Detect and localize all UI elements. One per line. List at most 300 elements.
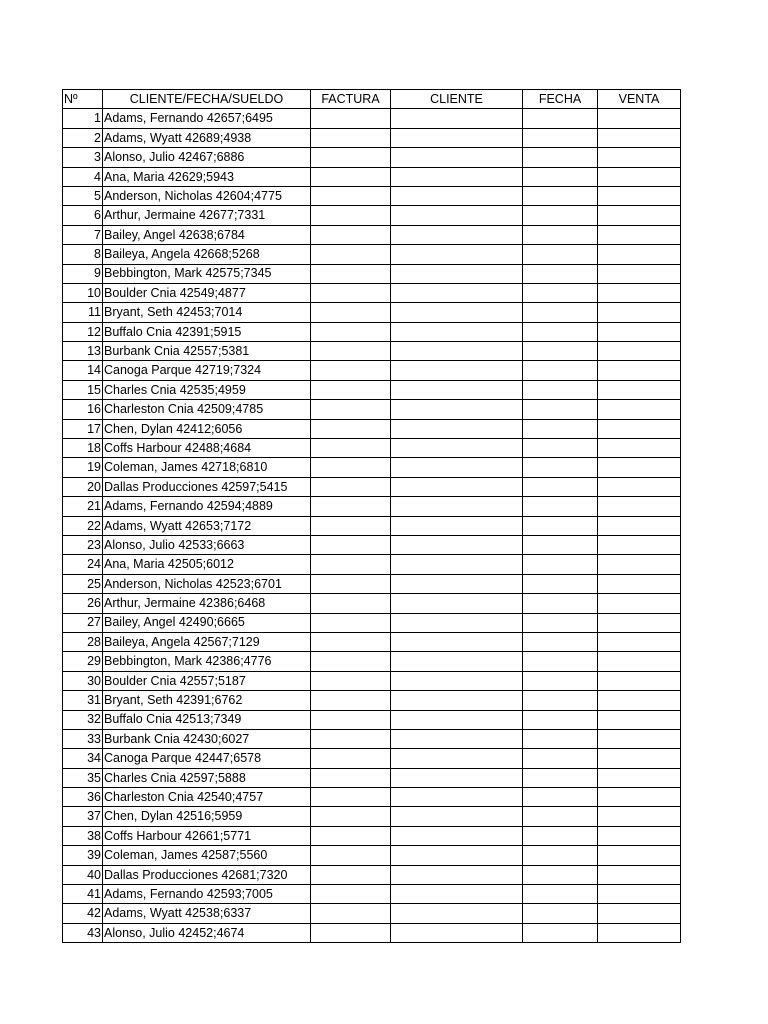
- cliente-fecha-sueldo-cell[interactable]: Buffalo Cnia 42391;5915: [103, 322, 311, 341]
- cliente-fecha-sueldo-cell[interactable]: Adams, Fernando 42657;6495: [103, 109, 311, 128]
- venta-cell[interactable]: [598, 283, 681, 302]
- cliente-cell[interactable]: [391, 109, 523, 128]
- row-number-cell[interactable]: 1: [63, 109, 103, 128]
- venta-cell[interactable]: [598, 729, 681, 748]
- cliente-cell[interactable]: [391, 128, 523, 147]
- factura-cell[interactable]: [311, 380, 391, 399]
- factura-cell[interactable]: [311, 807, 391, 826]
- venta-cell[interactable]: [598, 458, 681, 477]
- venta-cell[interactable]: [598, 128, 681, 147]
- fecha-cell[interactable]: [523, 206, 598, 225]
- cliente-fecha-sueldo-cell[interactable]: Arthur, Jermaine 42386;6468: [103, 594, 311, 613]
- fecha-cell[interactable]: [523, 516, 598, 535]
- row-number-cell[interactable]: 30: [63, 671, 103, 690]
- venta-cell[interactable]: [598, 186, 681, 205]
- venta-cell[interactable]: [598, 807, 681, 826]
- row-number-cell[interactable]: 42: [63, 904, 103, 923]
- cliente-cell[interactable]: [391, 749, 523, 768]
- fecha-cell[interactable]: [523, 865, 598, 884]
- fecha-cell[interactable]: [523, 439, 598, 458]
- venta-cell[interactable]: [598, 923, 681, 942]
- cliente-cell[interactable]: [391, 826, 523, 845]
- venta-cell[interactable]: [598, 865, 681, 884]
- row-number-cell[interactable]: 22: [63, 516, 103, 535]
- cliente-cell[interactable]: [391, 710, 523, 729]
- venta-cell[interactable]: [598, 904, 681, 923]
- venta-cell[interactable]: [598, 594, 681, 613]
- fecha-cell[interactable]: [523, 419, 598, 438]
- cliente-cell[interactable]: [391, 283, 523, 302]
- factura-cell[interactable]: [311, 322, 391, 341]
- header-fecha: FECHA: [523, 90, 598, 109]
- venta-cell[interactable]: [598, 225, 681, 244]
- cliente-fecha-sueldo-cell[interactable]: Baileya, Angela 42668;5268: [103, 245, 311, 264]
- table-row: [63, 865, 681, 884]
- factura-cell[interactable]: [311, 574, 391, 593]
- cliente-cell[interactable]: [391, 148, 523, 167]
- table-row: [63, 749, 681, 768]
- factura-cell[interactable]: [311, 400, 391, 419]
- fecha-cell[interactable]: [523, 826, 598, 845]
- row-number-cell[interactable]: 17: [63, 419, 103, 438]
- cliente-fecha-sueldo-cell[interactable]: Bailey, Angel 42638;6784: [103, 225, 311, 244]
- fecha-cell[interactable]: [523, 788, 598, 807]
- row-number-cell[interactable]: 3: [63, 148, 103, 167]
- row-number-cell[interactable]: 9: [63, 264, 103, 283]
- fecha-cell[interactable]: [523, 322, 598, 341]
- cliente-fecha-sueldo-cell[interactable]: Boulder Cnia 42549;4877: [103, 283, 311, 302]
- venta-cell[interactable]: [598, 245, 681, 264]
- cliente-cell[interactable]: [391, 555, 523, 574]
- cliente-cell[interactable]: [391, 167, 523, 186]
- cliente-fecha-sueldo-cell[interactable]: Charles Cnia 42597;5888: [103, 768, 311, 787]
- factura-cell[interactable]: [311, 788, 391, 807]
- fecha-cell[interactable]: [523, 807, 598, 826]
- fecha-cell[interactable]: [523, 768, 598, 787]
- factura-cell[interactable]: [311, 535, 391, 554]
- fecha-cell[interactable]: [523, 652, 598, 671]
- cliente-fecha-sueldo-cell[interactable]: Alonso, Julio 42467;6886: [103, 148, 311, 167]
- fecha-cell[interactable]: [523, 594, 598, 613]
- fecha-cell[interactable]: [523, 497, 598, 516]
- fecha-cell[interactable]: [523, 671, 598, 690]
- cliente-cell[interactable]: [391, 400, 523, 419]
- cliente-cell[interactable]: [391, 477, 523, 496]
- row-number-cell[interactable]: 13: [63, 342, 103, 361]
- venta-cell[interactable]: [598, 264, 681, 283]
- venta-cell[interactable]: [598, 574, 681, 593]
- venta-cell[interactable]: [598, 826, 681, 845]
- venta-cell[interactable]: [598, 342, 681, 361]
- table-row: [63, 400, 681, 419]
- venta-cell[interactable]: [598, 749, 681, 768]
- cliente-fecha-sueldo-cell[interactable]: Burbank Cnia 42430;6027: [103, 729, 311, 748]
- factura-cell[interactable]: [311, 768, 391, 787]
- table-row: [63, 283, 681, 302]
- factura-cell[interactable]: [311, 729, 391, 748]
- row-number-cell[interactable]: 38: [63, 826, 103, 845]
- table-row: [63, 245, 681, 264]
- venta-cell[interactable]: [598, 788, 681, 807]
- cliente-cell[interactable]: [391, 225, 523, 244]
- cliente-cell[interactable]: [391, 846, 523, 865]
- fecha-cell[interactable]: [523, 245, 598, 264]
- row-number-cell[interactable]: 43: [63, 923, 103, 942]
- table-row: [63, 807, 681, 826]
- factura-cell[interactable]: [311, 245, 391, 264]
- row-number-cell[interactable]: 2: [63, 128, 103, 147]
- cliente-fecha-sueldo-cell[interactable]: Bebbington, Mark 42575;7345: [103, 264, 311, 283]
- venta-cell[interactable]: [598, 439, 681, 458]
- cliente-fecha-sueldo-cell[interactable]: Coleman, James 42718;6810: [103, 458, 311, 477]
- cliente-fecha-sueldo-cell[interactable]: Adams, Fernando 42593;7005: [103, 885, 311, 904]
- cliente-cell[interactable]: [391, 865, 523, 884]
- cliente-cell[interactable]: [391, 419, 523, 438]
- cliente-cell[interactable]: [391, 768, 523, 787]
- table-row: [63, 826, 681, 845]
- row-number-cell[interactable]: 31: [63, 691, 103, 710]
- factura-cell[interactable]: [311, 419, 391, 438]
- factura-cell[interactable]: [311, 710, 391, 729]
- factura-cell[interactable]: [311, 826, 391, 845]
- factura-cell[interactable]: [311, 264, 391, 283]
- cliente-cell[interactable]: [391, 342, 523, 361]
- cliente-fecha-sueldo-cell[interactable]: Anderson, Nicholas 42604;4775: [103, 186, 311, 205]
- factura-cell[interactable]: [311, 671, 391, 690]
- cliente-cell[interactable]: [391, 652, 523, 671]
- cliente-fecha-sueldo-cell[interactable]: Bryant, Seth 42391;6762: [103, 691, 311, 710]
- factura-cell[interactable]: [311, 148, 391, 167]
- factura-cell[interactable]: [311, 477, 391, 496]
- fecha-cell[interactable]: [523, 632, 598, 651]
- venta-cell[interactable]: [598, 691, 681, 710]
- factura-cell[interactable]: [311, 885, 391, 904]
- factura-cell[interactable]: [311, 206, 391, 225]
- cliente-cell[interactable]: [391, 322, 523, 341]
- row-number-cell[interactable]: 36: [63, 788, 103, 807]
- cliente-cell[interactable]: [391, 807, 523, 826]
- venta-cell[interactable]: [598, 671, 681, 690]
- fecha-cell[interactable]: [523, 846, 598, 865]
- fecha-cell[interactable]: [523, 729, 598, 748]
- cliente-cell[interactable]: [391, 361, 523, 380]
- venta-cell[interactable]: [598, 613, 681, 632]
- table-row: [63, 632, 681, 651]
- table-row: [63, 923, 681, 942]
- fecha-cell[interactable]: [523, 749, 598, 768]
- cliente-fecha-sueldo-cell[interactable]: Adams, Fernando 42594;4889: [103, 497, 311, 516]
- factura-cell[interactable]: [311, 283, 391, 302]
- row-number-cell[interactable]: 5: [63, 186, 103, 205]
- cliente-cell[interactable]: [391, 245, 523, 264]
- table-row: [63, 264, 681, 283]
- row-number-cell[interactable]: 32: [63, 710, 103, 729]
- factura-cell[interactable]: [311, 555, 391, 574]
- row-number-cell[interactable]: 25: [63, 574, 103, 593]
- row-number-cell[interactable]: 39: [63, 846, 103, 865]
- cliente-fecha-sueldo-cell[interactable]: Chen, Dylan 42516;5959: [103, 807, 311, 826]
- cliente-fecha-sueldo-cell[interactable]: Alonso, Julio 42452;4674: [103, 923, 311, 942]
- table-row: [63, 516, 681, 535]
- fecha-cell[interactable]: [523, 380, 598, 399]
- cliente-cell[interactable]: [391, 594, 523, 613]
- cliente-fecha-sueldo-cell[interactable]: Ana, Maria 42629;5943: [103, 167, 311, 186]
- row-number-cell[interactable]: 8: [63, 245, 103, 264]
- factura-cell[interactable]: [311, 691, 391, 710]
- table-row: [63, 788, 681, 807]
- fecha-cell[interactable]: [523, 885, 598, 904]
- row-number-cell[interactable]: 27: [63, 613, 103, 632]
- venta-cell[interactable]: [598, 109, 681, 128]
- fecha-cell[interactable]: [523, 109, 598, 128]
- fecha-cell[interactable]: [523, 186, 598, 205]
- row-number-cell[interactable]: 14: [63, 361, 103, 380]
- venta-cell[interactable]: [598, 380, 681, 399]
- factura-cell[interactable]: [311, 846, 391, 865]
- venta-cell[interactable]: [598, 400, 681, 419]
- venta-cell[interactable]: [598, 497, 681, 516]
- factura-cell[interactable]: [311, 186, 391, 205]
- venta-cell[interactable]: [598, 322, 681, 341]
- header-cliente: CLIENTE: [391, 90, 523, 109]
- table-row: [63, 458, 681, 477]
- row-number-cell[interactable]: 24: [63, 555, 103, 574]
- fecha-cell[interactable]: [523, 555, 598, 574]
- table-row: [63, 109, 681, 128]
- row-number-cell[interactable]: 33: [63, 729, 103, 748]
- header-venta: VENTA: [598, 90, 681, 109]
- table-row: [63, 148, 681, 167]
- table-row: [63, 574, 681, 593]
- fecha-cell[interactable]: [523, 303, 598, 322]
- table-row: [63, 419, 681, 438]
- row-number-cell[interactable]: 41: [63, 885, 103, 904]
- cliente-cell[interactable]: [391, 923, 523, 942]
- table-row: [63, 729, 681, 748]
- factura-cell[interactable]: [311, 225, 391, 244]
- fecha-cell[interactable]: [523, 535, 598, 554]
- fecha-cell[interactable]: [523, 923, 598, 942]
- fecha-cell[interactable]: [523, 710, 598, 729]
- venta-cell[interactable]: [598, 419, 681, 438]
- cliente-cell[interactable]: [391, 206, 523, 225]
- row-number-cell[interactable]: 28: [63, 632, 103, 651]
- table-row: [63, 477, 681, 496]
- row-number-cell[interactable]: 4: [63, 167, 103, 186]
- cliente-fecha-sueldo-cell[interactable]: Charleston Cnia 42509;4785: [103, 400, 311, 419]
- fecha-cell[interactable]: [523, 574, 598, 593]
- cliente-cell[interactable]: [391, 186, 523, 205]
- cliente-cell[interactable]: [391, 691, 523, 710]
- factura-cell[interactable]: [311, 923, 391, 942]
- cliente-fecha-sueldo-cell[interactable]: Charles Cnia 42535;4959: [103, 380, 311, 399]
- row-number-cell[interactable]: 34: [63, 749, 103, 768]
- cliente-cell[interactable]: [391, 729, 523, 748]
- cliente-fecha-sueldo-cell[interactable]: Anderson, Nicholas 42523;6701: [103, 574, 311, 593]
- cliente-fecha-sueldo-cell[interactable]: Burbank Cnia 42557;5381: [103, 342, 311, 361]
- table-row: [63, 535, 681, 554]
- factura-cell[interactable]: [311, 361, 391, 380]
- cliente-cell[interactable]: [391, 264, 523, 283]
- venta-cell[interactable]: [598, 148, 681, 167]
- cliente-cell[interactable]: [391, 516, 523, 535]
- fecha-cell[interactable]: [523, 342, 598, 361]
- factura-cell[interactable]: [311, 613, 391, 632]
- row-number-cell[interactable]: 26: [63, 594, 103, 613]
- cliente-fecha-sueldo-cell[interactable]: Adams, Wyatt 42689;4938: [103, 128, 311, 147]
- factura-cell[interactable]: [311, 652, 391, 671]
- row-number-cell[interactable]: 40: [63, 865, 103, 884]
- cliente-cell[interactable]: [391, 671, 523, 690]
- row-number-cell[interactable]: 15: [63, 380, 103, 399]
- table-row: [63, 439, 681, 458]
- table-row: [63, 167, 681, 186]
- fecha-cell[interactable]: [523, 128, 598, 147]
- factura-cell[interactable]: [311, 594, 391, 613]
- cliente-cell[interactable]: [391, 303, 523, 322]
- venta-cell[interactable]: [598, 516, 681, 535]
- table-row: [63, 342, 681, 361]
- cliente-cell[interactable]: [391, 885, 523, 904]
- table-row: [63, 885, 681, 904]
- row-number-cell[interactable]: 16: [63, 400, 103, 419]
- cliente-cell[interactable]: [391, 788, 523, 807]
- factura-cell[interactable]: [311, 516, 391, 535]
- venta-cell[interactable]: [598, 555, 681, 574]
- factura-cell[interactable]: [311, 342, 391, 361]
- table-row: [63, 691, 681, 710]
- venta-cell[interactable]: [598, 477, 681, 496]
- table-row: [63, 846, 681, 865]
- fecha-cell[interactable]: [523, 477, 598, 496]
- factura-cell[interactable]: [311, 458, 391, 477]
- cliente-fecha-sueldo-cell[interactable]: Canoga Parque 42719;7324: [103, 361, 311, 380]
- row-number-cell[interactable]: 21: [63, 497, 103, 516]
- cliente-fecha-sueldo-cell[interactable]: Arthur, Jermaine 42677;7331: [103, 206, 311, 225]
- cliente-cell[interactable]: [391, 535, 523, 554]
- fecha-cell[interactable]: [523, 691, 598, 710]
- row-number-cell[interactable]: 35: [63, 768, 103, 787]
- table-row: [63, 671, 681, 690]
- fecha-cell[interactable]: [523, 148, 598, 167]
- table-row: [63, 186, 681, 205]
- venta-cell[interactable]: [598, 710, 681, 729]
- cliente-cell[interactable]: [391, 458, 523, 477]
- venta-cell[interactable]: [598, 846, 681, 865]
- fecha-cell[interactable]: [523, 361, 598, 380]
- row-number-cell[interactable]: 6: [63, 206, 103, 225]
- factura-cell[interactable]: [311, 167, 391, 186]
- table-row: [63, 128, 681, 147]
- venta-cell[interactable]: [598, 768, 681, 787]
- row-number-cell[interactable]: 23: [63, 535, 103, 554]
- cliente-fecha-sueldo-cell[interactable]: Charleston Cnia 42540;4757: [103, 788, 311, 807]
- table-row: [63, 613, 681, 632]
- cliente-fecha-sueldo-cell[interactable]: Buffalo Cnia 42513;7349: [103, 710, 311, 729]
- cliente-fecha-sueldo-cell[interactable]: Canoga Parque 42447;6578: [103, 749, 311, 768]
- cliente-cell[interactable]: [391, 632, 523, 651]
- fecha-cell[interactable]: [523, 613, 598, 632]
- row-number-cell[interactable]: 10: [63, 283, 103, 302]
- row-number-cell[interactable]: 18: [63, 439, 103, 458]
- venta-cell[interactable]: [598, 632, 681, 651]
- fecha-cell[interactable]: [523, 904, 598, 923]
- cliente-cell[interactable]: [391, 574, 523, 593]
- venta-cell[interactable]: [598, 206, 681, 225]
- cliente-cell[interactable]: [391, 904, 523, 923]
- fecha-cell[interactable]: [523, 400, 598, 419]
- fecha-cell[interactable]: [523, 225, 598, 244]
- row-number-cell[interactable]: 11: [63, 303, 103, 322]
- cliente-fecha-sueldo-cell[interactable]: Ana, Maria 42505;6012: [103, 555, 311, 574]
- row-number-cell[interactable]: 12: [63, 322, 103, 341]
- venta-cell[interactable]: [598, 167, 681, 186]
- row-number-cell[interactable]: 37: [63, 807, 103, 826]
- fecha-cell[interactable]: [523, 167, 598, 186]
- cliente-fecha-sueldo-cell[interactable]: Bryant, Seth 42453;7014: [103, 303, 311, 322]
- header-cliente-fecha-sueldo: CLIENTE/FECHA/SUELDO: [103, 90, 311, 109]
- cliente-fecha-sueldo-cell[interactable]: Bailey, Angel 42490;6665: [103, 613, 311, 632]
- cliente-fecha-sueldo-cell[interactable]: Dallas Producciones 42681;7320: [103, 865, 311, 884]
- factura-cell[interactable]: [311, 128, 391, 147]
- venta-cell[interactable]: [598, 885, 681, 904]
- cliente-cell[interactable]: [391, 439, 523, 458]
- cliente-cell[interactable]: [391, 380, 523, 399]
- factura-cell[interactable]: [311, 865, 391, 884]
- cliente-fecha-sueldo-cell[interactable]: Dallas Producciones 42597;5415: [103, 477, 311, 496]
- table-row: [63, 768, 681, 787]
- table-row: [63, 303, 681, 322]
- table-row: [63, 380, 681, 399]
- fecha-cell[interactable]: [523, 264, 598, 283]
- cliente-cell[interactable]: [391, 497, 523, 516]
- factura-cell[interactable]: [311, 904, 391, 923]
- factura-cell[interactable]: [311, 632, 391, 651]
- cliente-fecha-sueldo-cell[interactable]: Baileya, Angela 42567;7129: [103, 632, 311, 651]
- venta-cell[interactable]: [598, 652, 681, 671]
- factura-cell[interactable]: [311, 303, 391, 322]
- table-row: [63, 652, 681, 671]
- cliente-fecha-sueldo-cell[interactable]: Boulder Cnia 42557;5187: [103, 671, 311, 690]
- fecha-cell[interactable]: [523, 458, 598, 477]
- venta-cell[interactable]: [598, 303, 681, 322]
- table-row: [63, 555, 681, 574]
- cliente-fecha-sueldo-cell[interactable]: Coffs Harbour 42661;5771: [103, 826, 311, 845]
- table-row: [63, 361, 681, 380]
- factura-cell[interactable]: [311, 497, 391, 516]
- cliente-fecha-sueldo-cell[interactable]: Coffs Harbour 42488;4684: [103, 439, 311, 458]
- factura-cell[interactable]: [311, 439, 391, 458]
- row-number-cell[interactable]: 7: [63, 225, 103, 244]
- factura-cell[interactable]: [311, 749, 391, 768]
- cliente-fecha-sueldo-cell[interactable]: Alonso, Julio 42533;6663: [103, 535, 311, 554]
- cliente-fecha-sueldo-cell[interactable]: Adams, Wyatt 42653;7172: [103, 516, 311, 535]
- row-number-cell[interactable]: 19: [63, 458, 103, 477]
- cliente-fecha-sueldo-cell[interactable]: Adams, Wyatt 42538;6337: [103, 904, 311, 923]
- cliente-cell[interactable]: [391, 613, 523, 632]
- cliente-fecha-sueldo-cell[interactable]: Coleman, James 42587;5560: [103, 846, 311, 865]
- row-number-cell[interactable]: 29: [63, 652, 103, 671]
- row-number-cell[interactable]: 20: [63, 477, 103, 496]
- fecha-cell[interactable]: [523, 283, 598, 302]
- header-row: [63, 90, 681, 109]
- table-row: [63, 497, 681, 516]
- factura-cell[interactable]: [311, 109, 391, 128]
- cliente-fecha-sueldo-cell[interactable]: Chen, Dylan 42412;6056: [103, 419, 311, 438]
- venta-cell[interactable]: [598, 361, 681, 380]
- venta-cell[interactable]: [598, 535, 681, 554]
- cliente-fecha-sueldo-cell[interactable]: Bebbington, Mark 42386;4776: [103, 652, 311, 671]
